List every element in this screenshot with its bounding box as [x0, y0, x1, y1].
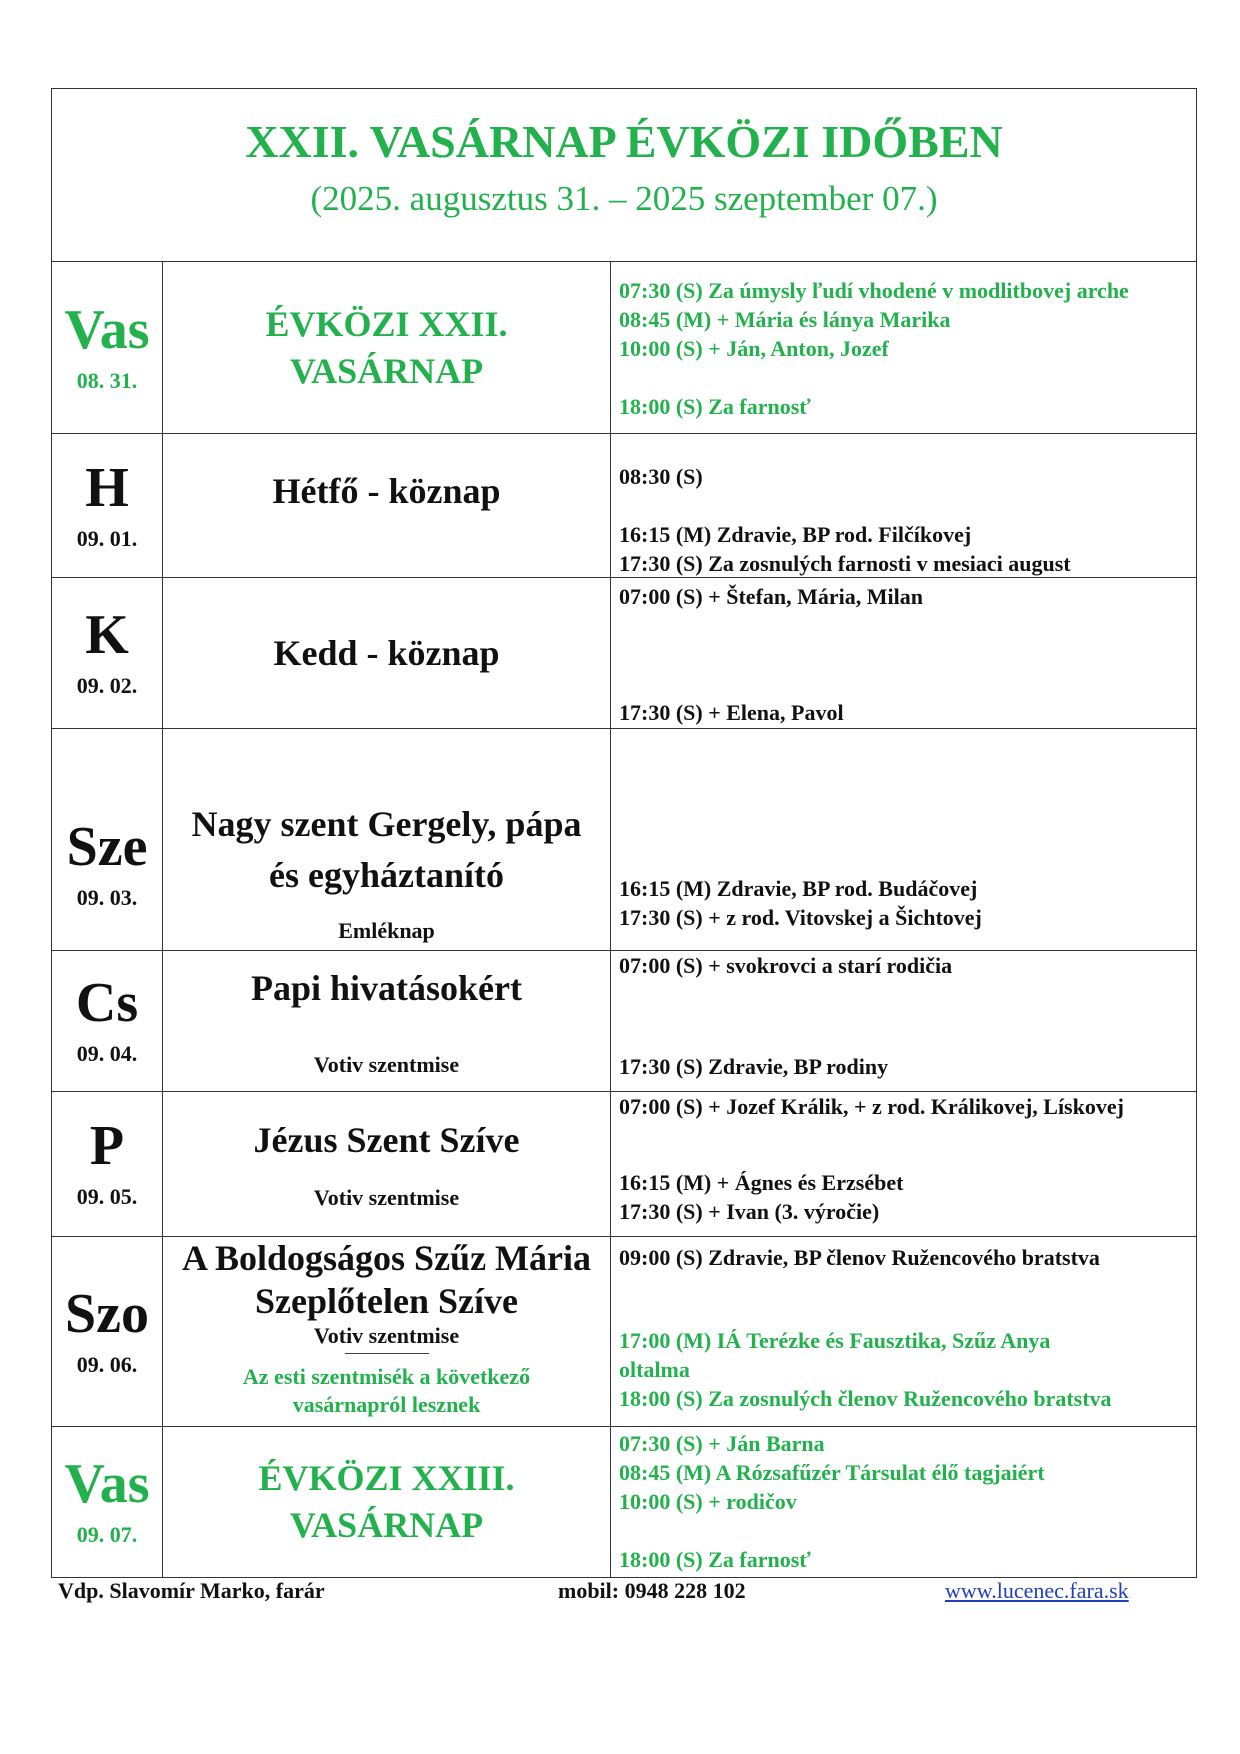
mass-line: 07:00 (S) + Jozef Králik, + z rod. Králikovej, Lískovej — [619, 1094, 1124, 1119]
mass-cell — [611, 262, 1196, 433]
mass-line: 08:45 (M) + Mária és lánya Marika — [619, 307, 951, 332]
mass-line: 07:00 (S) + svokrovci a starí rodičia — [619, 953, 953, 978]
date-range: (2025. augusztus 31. – 2025 szeptember 07.) — [310, 178, 938, 218]
mass-cell — [611, 1237, 1196, 1426]
header — [52, 89, 1196, 262]
feast-cell — [163, 1237, 611, 1426]
day-date: 09. 04. — [76, 1041, 138, 1066]
feast-cell — [163, 578, 611, 728]
feast-rank: Votiv szentmise — [313, 1185, 460, 1211]
day-cell — [52, 578, 163, 728]
evening-note: Az esti szentmisék a következő — [242, 1364, 531, 1390]
mass-line: 18:00 (S) Za zosnulých členov Ružencového bratstva — [619, 1386, 1112, 1411]
mass-cell — [611, 729, 1196, 950]
mass-line: 10:00 (S) + Ján, Anton, Jozef — [619, 336, 889, 361]
day-abbr: P — [89, 1115, 125, 1177]
day-cell — [52, 729, 163, 950]
mass-line — [619, 1301, 1196, 1326]
mass-line: 17:30 (S) + Elena, Pavol — [619, 700, 844, 725]
mass-line: 07:00 (S) + Štefan, Mária, Milan — [619, 584, 924, 609]
feast-cell — [163, 1092, 611, 1236]
mass-line: 17:30 (S) + z rod. Vitovskej a Šichtovej — [619, 905, 982, 930]
mass-line: 16:15 (M) Zdravie, BP rod. Filčíkovej — [619, 522, 972, 547]
website-link[interactable]: www.lucenec.fara.sk — [945, 1578, 1129, 1603]
day-row — [52, 729, 1196, 951]
mass-line — [619, 1272, 1196, 1301]
day-date: 09. 01. — [76, 525, 138, 551]
mass-line: 16:15 (M) Zdravie, BP rod. Budáčovej — [619, 876, 978, 901]
day-abbr: Sze — [66, 815, 148, 878]
separator-line: ------------------------------------ — [344, 1348, 429, 1360]
feast-rank: Emléknap — [338, 918, 435, 943]
schedule-sheet — [51, 88, 1197, 1578]
feast-name: Jézus Szent Szíve — [253, 1119, 520, 1160]
mass-line: 07:30 (S) Za úmysly ľudí vhodené v modlitbovej arche — [619, 278, 1129, 303]
day-cell — [52, 1237, 163, 1426]
mass-line — [619, 640, 1196, 669]
feast-rank: Votiv szentmise — [313, 1051, 460, 1077]
footer — [58, 1578, 1158, 1612]
feast-name: VASÁRNAP — [289, 350, 484, 391]
mass-cell — [611, 1427, 1196, 1577]
day-date: 09. 03. — [76, 884, 138, 910]
mass-line: 09:00 (S) Zdravie, BP členov Ružencového bratstva — [619, 1245, 1100, 1270]
day-cell — [52, 951, 163, 1091]
feast-cell — [163, 262, 611, 433]
mass-cell — [611, 1092, 1196, 1236]
mass-line — [619, 363, 1196, 392]
phone-number: mobil: 0948 228 102 — [558, 1578, 746, 1603]
mass-line: 17:30 (S) Zdravie, BP rodiny — [619, 1054, 889, 1079]
mass-cell — [611, 578, 1196, 728]
feast-name: ÉVKÖZI XXIII. — [258, 1458, 515, 1499]
day-row — [52, 1237, 1196, 1427]
mass-line — [619, 1004, 1196, 1028]
day-date: 09. 05. — [76, 1184, 138, 1209]
day-row — [52, 434, 1196, 578]
day-row — [52, 262, 1196, 434]
mass-line: 17:30 (S) + Ivan (3. výročie) — [619, 1199, 880, 1224]
mass-line: 17:30 (S) Za zosnulých farnosti v mesiaci august — [619, 551, 1071, 576]
feast-cell — [163, 729, 611, 950]
mass-line — [619, 1150, 1196, 1168]
day-abbr: Vas — [64, 1453, 150, 1515]
mass-line: 16:15 (M) + Ágnes és Erzsébet — [619, 1170, 904, 1195]
mass-line: 07:30 (S) + Ján Barna — [619, 1431, 825, 1456]
day-cell — [52, 434, 163, 577]
feast-name: VASÁRNAP — [289, 1505, 484, 1545]
day-row — [52, 1427, 1196, 1577]
day-row — [52, 951, 1196, 1092]
page-title: XXII. VASÁRNAP ÉVKÖZI IDŐBEN — [245, 116, 1003, 167]
feast-cell — [163, 1427, 611, 1577]
feast-name: Szeplőtelen Szíve — [255, 1281, 518, 1322]
feast-name: Kedd - köznap — [273, 632, 500, 673]
mass-line — [619, 1516, 1196, 1545]
feast-name: Hétfő - köznap — [272, 471, 501, 511]
day-date: 09. 07. — [76, 1522, 138, 1547]
day-row — [52, 1092, 1196, 1237]
day-date: 09. 06. — [76, 1351, 138, 1377]
day-cell — [52, 1427, 163, 1577]
mass-line — [619, 491, 1196, 520]
mass-line: 18:00 (S) Za farnosť — [619, 394, 811, 419]
feast-name: A Boldogságos Szűz Mária — [181, 1238, 592, 1278]
mass-line — [619, 980, 1196, 1004]
mass-line: oltalma — [619, 1357, 690, 1382]
mass-cell — [611, 951, 1196, 1091]
feast-rank: Votiv szentmise — [313, 1323, 460, 1349]
feast-name: ÉVKÖZI XXII. — [265, 303, 508, 344]
day-abbr: H — [85, 456, 129, 519]
mass-line — [619, 1121, 1196, 1150]
day-date: 09. 02. — [76, 673, 138, 698]
mass-line: 08:45 (M) A Rózsafűzér Társulat élő tagjaiért — [619, 1460, 1045, 1485]
day-cell — [52, 1092, 163, 1236]
day-abbr: Szo — [65, 1282, 149, 1345]
mass-line: 17:00 (M) IÁ Terézke és Fausztika, Szűz Anya — [619, 1328, 1051, 1353]
mass-line — [619, 669, 1196, 698]
feast-cell — [163, 951, 611, 1091]
day-abbr: Cs — [75, 972, 139, 1034]
mass-line: 08:30 (S) — [619, 464, 703, 489]
mass-line — [619, 611, 1196, 640]
day-abbr: Vas — [64, 298, 150, 361]
evening-note: vasárnapról lesznek — [292, 1392, 481, 1418]
feast-name: Papi hivatásokért — [250, 968, 522, 1008]
mass-line: 10:00 (S) + rodičov — [619, 1489, 797, 1514]
feast-name: és egyháztanító — [269, 854, 504, 895]
mass-line — [619, 1028, 1196, 1052]
mass-line: 18:00 (S) Za farnosť — [619, 1547, 811, 1572]
day-abbr: K — [85, 604, 129, 666]
day-cell — [52, 262, 163, 433]
day-date: 08. 31. — [76, 367, 138, 393]
feast-cell — [163, 434, 611, 577]
day-row — [52, 578, 1196, 729]
mass-cell — [611, 434, 1196, 577]
priest-name: Vdp. Slavomír Marko, farár — [58, 1578, 325, 1603]
feast-name: Nagy szent Gergely, pápa — [191, 804, 582, 845]
